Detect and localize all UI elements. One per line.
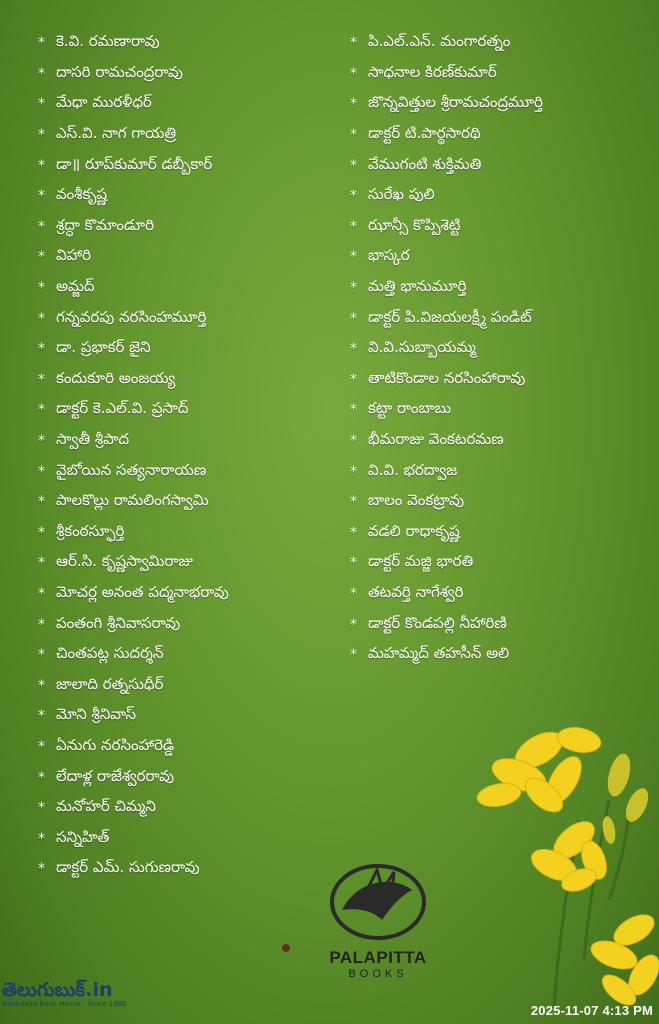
contributor-name: డా॥ రూప్‌కుమార్ డబ్బీకార్ [56, 154, 213, 173]
bullet-star: * [350, 188, 357, 205]
contributor-item [38, 303, 229, 334]
bullet-star: * [38, 35, 45, 52]
bullet-star: * [350, 647, 357, 664]
contributor-name: ఎస్.వి. నాగ గాయత్రి [56, 124, 177, 143]
contributor-item [38, 518, 229, 549]
contributor-item [350, 181, 543, 212]
contributor-name: తటవర్తి నాగేశ్వరి [368, 582, 464, 601]
contributor-item [350, 334, 543, 365]
contributor-item [350, 28, 543, 59]
contributor-name: పి.ఎల్.ఎన్. మంగారత్నం [368, 32, 511, 51]
contributor-name: మోచర్ల అనంత పద్మనాభరావు [56, 582, 229, 601]
contributor-name: వి.వి.సుబ్బాయమ్మ [368, 338, 476, 357]
contributor-name: సాధనాల కిరణ్‌కుమార్ [368, 62, 497, 81]
bullet-star: * [38, 463, 45, 480]
contributor-item [38, 426, 229, 457]
contributor-item [350, 89, 543, 120]
contributor-name: మోని శ్రీనివాస్ [56, 705, 137, 724]
bullet-star: * [38, 157, 45, 174]
contributor-name: వేముగంటి శుక్తిమతి [368, 154, 482, 173]
contributor-name: పంతంగి శ్రీనివాసరావు [56, 613, 181, 632]
contributor-item [38, 670, 229, 701]
bird-emblem-icon [322, 860, 434, 942]
bullet-star: * [38, 830, 45, 847]
bullet-star: * [350, 96, 357, 113]
contributor-item [38, 579, 229, 610]
bullet-star: * [350, 433, 357, 450]
bullet-star: * [350, 371, 357, 388]
contributor-name: ఆర్.సి. కృష్ణస్వామిరాజు [56, 552, 194, 571]
contributor-name: చింతపట్ల సుదర్శన్ [56, 644, 164, 663]
publisher-name: PALAPITTA [329, 948, 427, 967]
bullet-star: * [350, 494, 357, 511]
contributor-item [38, 609, 229, 640]
bullet-star: * [38, 738, 45, 755]
contributor-name: కందుకూరి అంజయ్య [56, 368, 176, 387]
contributor-item [38, 456, 229, 487]
bullet-star: * [38, 127, 45, 144]
contributor-name: కె.వి. రమణారావు [56, 32, 160, 51]
bullet-star: * [38, 188, 45, 205]
bullet-star: * [350, 280, 357, 297]
contributor-item [350, 548, 543, 579]
bullet-star: * [350, 35, 357, 52]
contributor-item [38, 701, 229, 732]
contributor-item [38, 89, 229, 120]
bullet-star: * [38, 218, 45, 235]
bullet-star: * [350, 402, 357, 419]
contributor-name: గన్నవరపు నరసింహమూర్తి [56, 307, 207, 326]
contributor-item [350, 59, 543, 90]
contributor-item [350, 150, 543, 181]
bullet-star: * [38, 341, 45, 358]
contributor-name: వడలి రాధాకృష్ణ [368, 521, 460, 540]
contributor-item [38, 242, 229, 273]
bullet-star: * [350, 524, 357, 541]
bullet-star: * [38, 800, 45, 817]
contributor-item [38, 487, 229, 518]
contributor-name: వంశీకృష్ణ [56, 185, 108, 204]
scan-timestamp: 2025-11-07 4:13 PM [530, 1003, 653, 1018]
ink-spot [282, 944, 290, 952]
contributor-item [350, 518, 543, 549]
bullet-star: * [38, 769, 45, 786]
contributor-item [350, 242, 543, 273]
contributor-name: కట్టా రాంబాబు [368, 399, 452, 418]
contributor-name: సురేఖ పులి [368, 185, 435, 204]
contributor-name: స్వాతీ శ్రీపాద [56, 430, 130, 449]
contributor-item [350, 212, 543, 243]
bullet-star: * [38, 555, 45, 572]
bullet-star: * [350, 157, 357, 174]
contributor-name: పాలకొల్లు రామలింగస్వామి [56, 491, 209, 510]
bullet-star: * [38, 861, 45, 878]
contributor-name: ఝాన్సీ కొప్పిశెట్టి [368, 215, 461, 234]
bullet-star: * [38, 616, 45, 633]
contributor-name: డాక్టర్ పి.విజయలక్ష్మీ పండిట్ [368, 307, 532, 326]
bullet-star: * [350, 585, 357, 602]
contributor-name: శ్రీకంఠస్ఫూర్తి [56, 521, 125, 540]
contributor-item [38, 854, 229, 885]
contributor-item [38, 793, 229, 824]
contributor-item [38, 212, 229, 243]
contributor-item [350, 365, 543, 396]
contributor-name: సన్నిహిత్ [56, 827, 110, 846]
contributor-name: జాలాది రత్నసుధీర్ [56, 674, 164, 693]
bullet-star: * [38, 65, 45, 82]
contributor-name: డాక్టర్ కె.ఎల్.వి. ప్రసాద్ [56, 399, 189, 418]
bullet-star: * [38, 280, 45, 297]
contributor-item [350, 426, 543, 457]
contributor-item [38, 334, 229, 365]
contributor-item [350, 609, 543, 640]
bullet-star: * [38, 494, 45, 511]
contributor-name: విహారి [56, 246, 92, 265]
bullet-star: * [350, 218, 357, 235]
contributor-name: శ్రద్ధా కొమాండూరి [56, 215, 154, 234]
palapitta-books-logo [322, 860, 434, 980]
contributor-name: భాస్కర [368, 246, 410, 265]
contributor-name: డాక్టర్ టి.పార్థసారథి [368, 124, 481, 143]
bullet-star: * [350, 341, 357, 358]
bullet-star: * [350, 616, 357, 633]
contributor-item [350, 395, 543, 426]
contributors-right-column [350, 28, 543, 670]
contributor-item [38, 28, 229, 59]
contributor-name: దాసరి రామచంద్రరావు [56, 62, 183, 81]
contributor-item [38, 181, 229, 212]
contributor-name: తాటికొండాల నరసింహారావు [368, 368, 526, 387]
contributor-item [38, 732, 229, 763]
bullet-star: * [350, 555, 357, 572]
contributor-item [350, 273, 543, 304]
contributor-item [38, 640, 229, 671]
watermark-title: తెలుగుబుక్.in [2, 979, 113, 1001]
bullet-star: * [38, 402, 45, 419]
contributor-item [38, 365, 229, 396]
contributor-name: మేధా మురళీధర్ [56, 93, 152, 112]
contributor-name: వి.వి. భరద్వాజ [368, 460, 458, 479]
bullet-star: * [38, 310, 45, 327]
contributor-name: డాక్టర్ మజ్జి భారతి [368, 552, 474, 571]
contributor-item [350, 579, 543, 610]
contributor-name: మనోహర్ చిమ్మని [56, 797, 156, 816]
contributor-item [38, 150, 229, 181]
watermark-subtitle: Navodaya Book House · Since 1980 [2, 1000, 127, 1008]
contributor-item [350, 303, 543, 334]
contributor-name: భీమరాజు వెంకటరమణ [368, 430, 504, 449]
bullet-star: * [350, 463, 357, 480]
contributor-item [350, 487, 543, 518]
contributor-name: డాక్టర్ ఎమ్. సుగుణరావు [56, 858, 200, 877]
contributor-name: లేదాళ్ల రాజేశ్వరరావు [56, 766, 175, 785]
contributor-item [350, 120, 543, 151]
contributor-item [38, 59, 229, 90]
contributor-name: బాలం వెంకట్రావు [368, 491, 465, 510]
contributor-item [38, 395, 229, 426]
contributor-item [38, 548, 229, 579]
publisher-sub: BOOKS [348, 968, 408, 980]
contributor-name: మత్తి భానుమూర్తి [368, 277, 467, 296]
bullet-star: * [38, 433, 45, 450]
bullet-star: * [38, 371, 45, 388]
bullet-star: * [350, 310, 357, 327]
bullet-star: * [350, 127, 357, 144]
contributor-name: వైబోయిన సత్యనారాయణ [56, 460, 207, 479]
contributor-item [350, 456, 543, 487]
contributor-name: డాక్టర్ కొండపల్లి నీహారిణి [368, 613, 507, 632]
contributor-item [38, 273, 229, 304]
contributor-item [38, 762, 229, 793]
bullet-star: * [38, 524, 45, 541]
contributor-name: అమ్జద్ [56, 277, 95, 296]
contributors-left-column [38, 28, 229, 885]
bullet-star: * [38, 677, 45, 694]
contributor-item [38, 823, 229, 854]
yellow-flowers-illustration [459, 700, 659, 1010]
bullet-star: * [38, 249, 45, 266]
contributor-name: జొన్నవిత్తుల శ్రీరామచంద్రమూర్తి [368, 93, 543, 112]
site-watermark [2, 980, 128, 1020]
contributor-item [38, 120, 229, 151]
contributor-name: మహమ్మద్ తహసీన్ అలి [368, 644, 510, 663]
contributor-name: డా. ప్రభాకర్ జైని [56, 338, 151, 357]
bullet-star: * [350, 65, 357, 82]
bullet-star: * [38, 585, 45, 602]
bullet-star: * [38, 708, 45, 725]
bullet-star: * [350, 249, 357, 266]
bullet-star: * [38, 647, 45, 664]
contributor-item [350, 640, 543, 671]
bullet-star: * [38, 96, 45, 113]
contributor-name: ఏనుగు నరసింహారెడ్డి [56, 735, 175, 754]
